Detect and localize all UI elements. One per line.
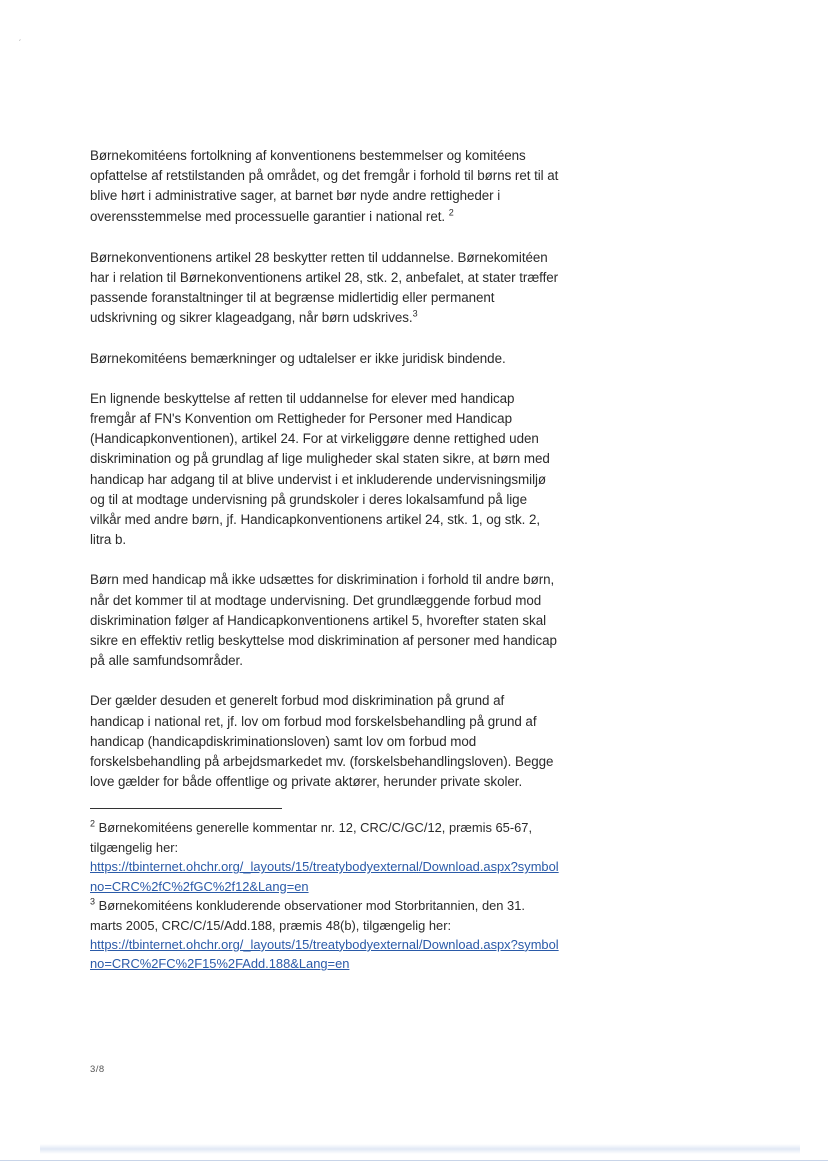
footnote-separator [90,808,282,809]
paragraph-6: Der gælder desuden et generelt forbud mod diskrimination på grund af handicap i national ret, jf. lov om forbud mod forskelsbehandling på grund af handicap (handicapdiskriminationsloven) samt lov om forbud mod forskelsbehandling på arbejdsmarkedet mv. (forskelsbehandlingsloven). Begge love gælder for både offentlige og private aktører, herunder private skoler. [90,693,554,790]
footnote-3-link[interactable]: https://tbinternet.ohchr.org/_layouts/15/treatybodyexternal/Download.aspx?symbolno=CRC%2FC%2F15%2FAdd.188&Lang=en [90,936,559,972]
document-body [90,146,560,974]
paragraph-2 [90,248,560,329]
footnote-ref-2[interactable]: 2 [448,207,454,218]
page-number: 3/8 [90,1064,105,1075]
scan-artifact-band [40,1144,800,1154]
paragraph-4: En lignende beskyttelse af retten til uddannelse for elever med handicap fremgår af FN's Konvention om Rettigheder for Personer med Handicap (Handicapkonventionen), artikel 24. For at virkeliggøre denne rettighed uden diskrimination og på grundlag af lige muligheder skal staten sikre, at børn med handicap har adgang til at blive undervist i et inkluderende undervisningsmiljø og til at modtage undervisning på grundskoler i deres lokalsamfund på lige vilkår med andre børn, jf. Handicapkonventionens artikel 24, stk. 1, og stk. 2, litra b. [90,390,550,548]
paragraph-2-text: Børnekonventionens artikel 28 beskytter retten til uddannelse. Børnekomitéen har i relation til Børnekonventionens artikel 28, stk. 2, anbefalet, at stater træffer passende foranstaltninger til at begrænse midlertidig eller permanent udskrivning og sikrer klageadgang, når børn udskrives. [90,249,559,326]
footnotes [90,818,560,973]
footnote-2-text: Børnekomitéens generelle kommentar nr. 12, CRC/C/GC/12, præmis 65-67, tilgængelig her: [90,820,533,855]
footnote-2-number: 2 [90,819,96,830]
paragraph-1-text: Børnekomitéens fortolkning af konventionens bestemmelser og komitéens opfattelse af retstilstanden på området, og det fremgår i forhold til børns ret til at blive hørt i administrative sager, at barnet bør nyde andre rettigheder i overensstemmelse med processuelle garantier i national ret. [90,148,559,224]
footnote-3-number: 3 [90,896,96,907]
footnote-3 [90,896,560,974]
paragraph-5: Børn med handicap må ikke udsættes for diskrimination i forhold til andre børn, når det kommer til at modtage undervisning. Det grundlæggende forbud mod diskrimination følger af Handicapkonventionens artikel 5, hvorefter staten skal sikre en effektiv retlig beskyttelse mod diskrimination af personer med handicap på alle samfundsområder. [90,572,557,669]
paragraph-3: Børnekomitéens bemærkninger og udtalelser er ikke juridisk bindende. [90,350,506,366]
footnote-3-text: Børnekomitéens konkluderende observationer mod Storbritannien, den 31. marts 2005, CRC/C/15/Add.188, præmis 48(b), tilgængelig her: [90,898,525,933]
scan-artifact-mark: ˏ [18,31,22,42]
footnote-2-link[interactable]: https://tbinternet.ohchr.org/_layouts/15/treatybodyexternal/Download.aspx?symbolno=CRC%2fC%2fGC%2f12&Lang=en [90,859,559,894]
footnote-ref-3[interactable]: 3 [412,308,418,319]
scan-artifact-line [0,1160,828,1161]
paragraph-1 [90,146,560,227]
footnote-2 [90,818,560,896]
